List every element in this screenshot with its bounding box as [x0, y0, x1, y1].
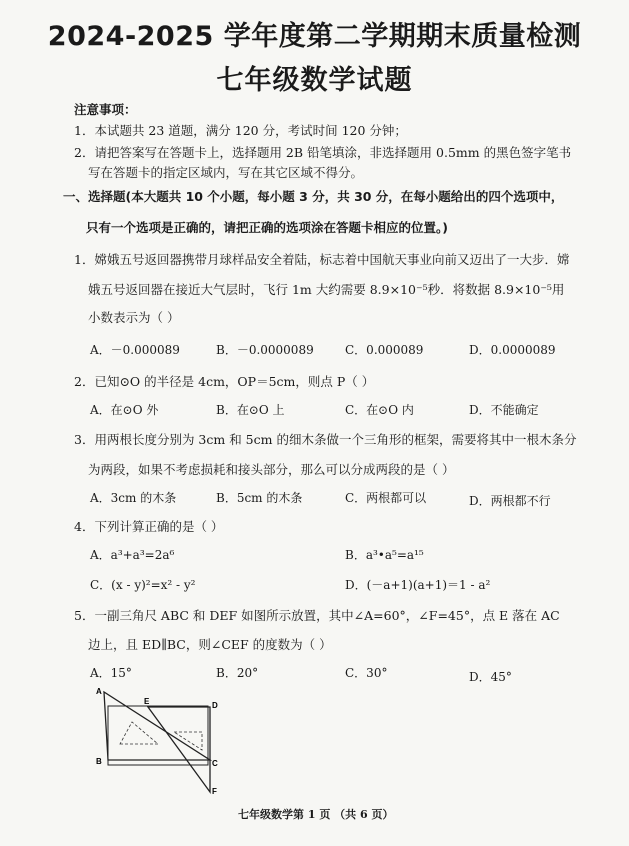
- q1-option-b: B．－0.0000089: [216, 343, 314, 357]
- q5-option-d: D．45°: [469, 670, 512, 684]
- notes-item-2-line2: 写在答题卡的指定区域内，写在其它区域不得分。: [88, 165, 364, 180]
- q5-triangle-figure: [92, 686, 232, 796]
- q4-option-d: D．(－a+1)(a+1)＝1 - a²: [345, 578, 491, 592]
- label-a: A: [96, 687, 102, 696]
- notes-item-1: 1．本试题共 23 道题，满分 120 分，考试时间 120 分钟；: [74, 123, 407, 138]
- label-b: B: [96, 757, 102, 766]
- q1-option-a: A．－0.000089: [90, 343, 180, 357]
- label-e: E: [144, 697, 150, 706]
- notes-heading: 注意事项：: [74, 102, 137, 117]
- q1-option-c: C．0.000089: [345, 343, 424, 357]
- q5-line2: 边上，且 ED∥BC，则∠CEF 的度数为（ ）: [88, 637, 332, 652]
- label-c: C: [212, 759, 218, 768]
- q3-line1: 3．用两根长度分别为 3cm 和 5cm 的细木条做一个三角形的框架，需要将其中一根木条分: [74, 432, 577, 447]
- q2-line1: 2．已知⊙O 的半径是 4cm，OP＝5cm，则点 P（ ）: [74, 374, 375, 389]
- triangle-abc: [104, 692, 210, 760]
- q1-line1: 1．嫦娥五号返回器携带月球样品安全着陆，标志着中国航天事业向前又迈出了一大步．嫦: [74, 252, 570, 267]
- q4-option-a: A．a³+a³=2a⁶: [90, 548, 175, 562]
- q1-line3: 小数表示为（ ）: [88, 310, 180, 325]
- q3-option-c: C．两根都可以: [345, 491, 427, 505]
- q5-option-a: A．15°: [90, 666, 132, 680]
- q1-option-d: D．0.0000089: [469, 343, 556, 357]
- q2-option-a: A．在⊙O 外: [90, 403, 159, 417]
- page-footer: 七年级数学第 1 页 （共 6 页）: [238, 808, 394, 821]
- q4-option-b: B．a³•a⁵=a¹⁵: [345, 548, 424, 562]
- notes-item-2-line1: 2．请把答案写在答题卡上，选择题用 2B 铅笔填涂，非选择题用 0.5mm 的黑色签字笔书: [74, 145, 572, 160]
- q5-line1: 5．一副三角尺 ABC 和 DEF 如图所示放置，其中∠A=60°，∠F=45°，点 E 落在 AC: [74, 608, 560, 623]
- q4-line1: 4．下列计算正确的是（ ）: [74, 519, 224, 534]
- q3-option-a: A．3cm 的木条: [90, 491, 177, 505]
- q2-option-b: B．在⊙O 上: [216, 403, 285, 417]
- section1-heading-line1: 一、选择题(本大题共 10 个小题，每小题 3 分，共 30 分，在每小题给出的四个选项中，: [63, 189, 564, 204]
- q3-option-d: D．两根都不行: [469, 494, 551, 508]
- label-d: D: [212, 701, 218, 710]
- exam-subtitle: 七年级数学试题: [216, 65, 413, 96]
- q1-line2: 娥五号返回器在接近大气层时，飞行 1m 大约需要 8.9×10⁻⁵秒．将数据 8.9×10⁻⁵用: [88, 282, 565, 297]
- dashed-triangle-left: [120, 722, 158, 744]
- figure-rectangle: [108, 706, 208, 765]
- exam-title: 2024-2025 学年度第二学期期末质量检测: [47, 21, 582, 52]
- q4-option-c: C．(x - y)²=x² - y²: [90, 578, 196, 592]
- q2-option-d: D．不能确定: [469, 403, 539, 417]
- label-f: F: [212, 787, 217, 796]
- q5-option-b: B．20°: [216, 666, 259, 680]
- q3-option-b: B．5cm 的木条: [216, 491, 303, 505]
- q3-line2: 为两段，如果不考虑损耗和接头部分，那么可以分成两段的是（ ）: [88, 462, 455, 477]
- q2-option-c: C．在⊙O 内: [345, 403, 414, 417]
- dashed-triangle-right: [174, 732, 202, 750]
- section1-heading-line2: 只有一个选项是正确的，请把正确的选项涂在答题卡相应的位置。): [86, 220, 448, 235]
- q5-option-c: C．30°: [345, 666, 388, 680]
